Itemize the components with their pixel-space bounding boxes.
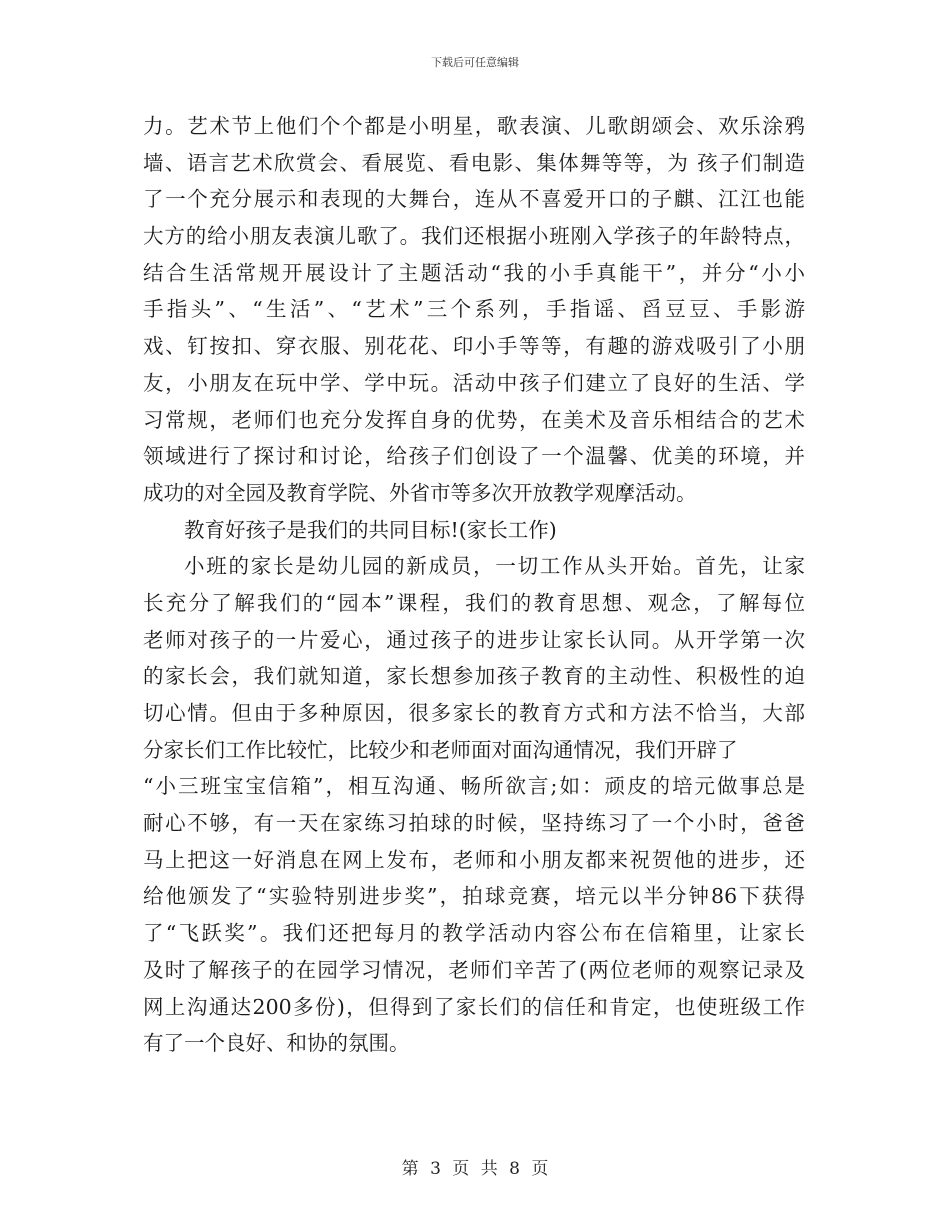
text-line: 结合生活常规开展设计了主题活动“我的小手真能干”，并分“小小 [143, 260, 805, 285]
text-line: 成功的对全园及教育学院、外省市等多次开放教学观摩活动。 [143, 480, 697, 505]
header-note: 下载后可任意编辑 [431, 56, 519, 69]
text-line: 长充分了解我们的“园本”课程，我们的教育思想、观念，了解每位 [143, 590, 805, 615]
text-line: 领域进行了探讨和讨论，给孩子们创设了一个温馨、优美的环境，并 [143, 444, 805, 469]
text-line: 了一个充分展示和表现的大舞台，连从不喜爱开口的子麒、江江也能 [143, 187, 805, 212]
text-line: 的家长会，我们就知道，家长想参加孩子教育的主动性、积极性的迫 [143, 664, 805, 689]
text-line: 小班的家长是幼儿园的新成员，一切工作从头开始。首先，让家 [184, 554, 805, 579]
text-line: 切心情。但由于多种原因，很多家长的教育方式和方法不恰当，大部 [143, 701, 805, 725]
text-line: 教育好孩子是我们的共同目标!(家长工作) [184, 517, 557, 542]
text-line: 习常规，老师们也充分发挥自身的优势，在美术及音乐相结合的艺术 [143, 407, 805, 432]
document-body [143, 108, 805, 1062]
text-line: 有了一个良好、和协的氛围。 [143, 1031, 410, 1056]
text-line: 网上沟通达200多份)，但得到了家长们的信任和肯定，也使班级工作 [143, 994, 805, 1019]
text-line: 耐心不够，有一天在家练习拍球的时候，坚持练习了一个小时，爸爸 [143, 811, 805, 836]
text-line: 手指头”、“生活”、“艺术”三个系列，手指谣、舀豆豆、手影游 [143, 297, 805, 322]
text-line: 及时了解孩子的在园学习情况，老师们辛苦了(两位老师的观察记录及 [143, 957, 805, 982]
text-line: 了“飞跃奖”。我们还把每月的教学活动内容公布在信箱里，让家长 [143, 921, 805, 946]
text-line: 戏、钉按扣、穿衣服、别花花、印小手等等，有趣的游戏吸引了小朋 [143, 334, 805, 359]
text-line: 墙、语言艺术欣赏会、看展览、看电影、集体舞等等，为 孩子们制造 [143, 150, 805, 175]
text-line: 给他颁发了“实验特别进步奖”，拍球竞赛，培元以半分钟86下获得 [143, 884, 805, 909]
text-line: 友，小朋友在玩中学、学中玩。活动中孩子们建立了良好的生活、学 [143, 370, 805, 395]
footer-total-pages: 8 [509, 1159, 520, 1179]
page-footer [0, 1154, 950, 1179]
text-line: 力。艺术节上他们个个都是小明星，歌表演、儿歌朗颂会、欢乐涂鸦 [143, 114, 805, 138]
footer-total-word: 共 [480, 1159, 498, 1179]
text-line: 分家长们工作比较忙，比较少和老师面对面沟通情况，我们开辟了 [143, 737, 738, 762]
footer-suffix: 页 [531, 1159, 549, 1179]
text-line: 老师对孩子的一片爱心，通过孩子的进步让家长认同。从开学第一次 [143, 627, 805, 652]
text-line: 马上把这一好消息在网上发布，老师和小朋友都来祝贺他的进步，还 [143, 847, 805, 872]
text-line: 大方的给小朋友表演儿歌了。我们还根据小班刚入学孩子的年龄特点， [143, 224, 805, 249]
text-line: “小三班宝宝信箱”，相互沟通、畅所欲言;如：顽皮的培元做事总是 [143, 774, 805, 799]
footer-prefix: 第 [401, 1159, 419, 1179]
footer-current-page: 3 [430, 1159, 441, 1179]
footer-page-word: 页 [452, 1159, 470, 1179]
